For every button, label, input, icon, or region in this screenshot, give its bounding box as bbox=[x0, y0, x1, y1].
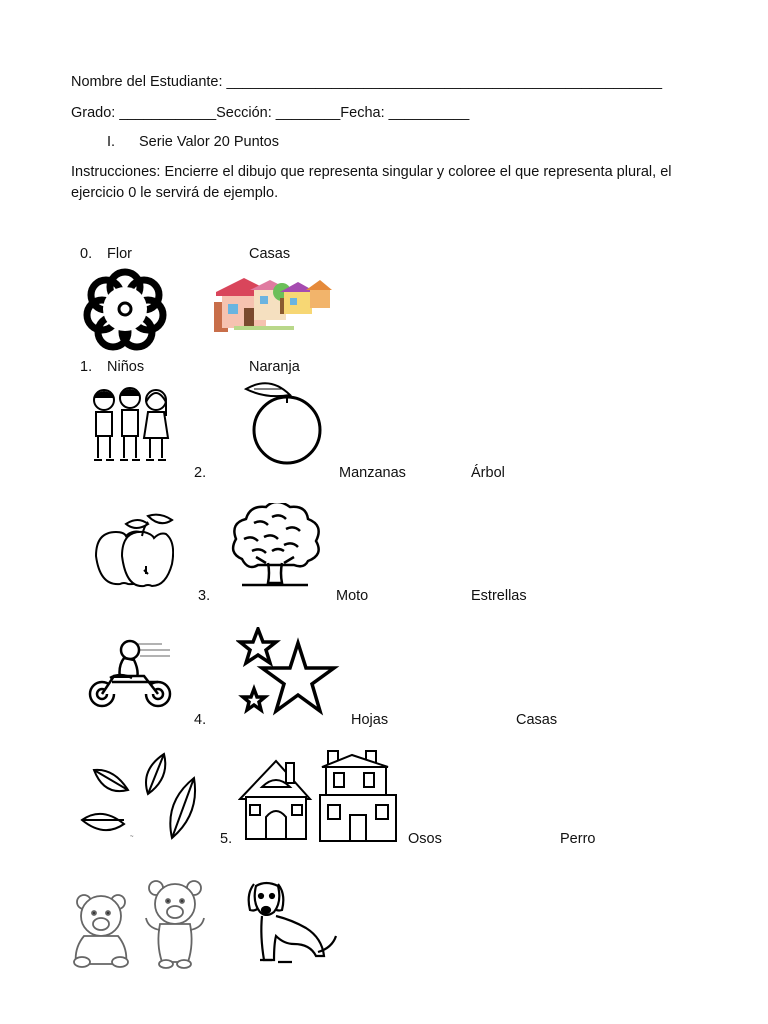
leaves-icon bbox=[76, 752, 200, 844]
exercise-4-right-word: Casas bbox=[516, 712, 558, 728]
apples-icon bbox=[92, 510, 174, 588]
exercise-2-right-word: Árbol bbox=[471, 465, 505, 481]
instructions-line-2: ejercicio 0 le servirá de ejemplo. bbox=[71, 185, 279, 201]
exercise-3-left-word: Moto bbox=[336, 588, 369, 604]
series-title: Serie Valor 20 Puntos bbox=[139, 134, 279, 150]
motorcycle-icon bbox=[84, 634, 174, 710]
exercise-1-right-word: Naranja bbox=[249, 359, 300, 375]
exercise-0-left-word: Flor bbox=[107, 246, 132, 262]
exercise-4-number: 4. bbox=[194, 712, 207, 728]
exercise-3-right-word: Estrellas bbox=[471, 588, 527, 604]
exercise-0-right-word: Casas bbox=[249, 246, 291, 262]
orange-icon bbox=[242, 377, 326, 469]
exercise-1-left-word: Niños bbox=[107, 359, 145, 375]
exercise-0-number: 0. bbox=[80, 246, 93, 262]
colored-houses-icon bbox=[214, 270, 332, 334]
exercise-2-left-word: Manzanas bbox=[339, 465, 406, 481]
svg-text:~: ~ bbox=[130, 834, 134, 840]
tree-icon bbox=[228, 503, 322, 591]
exercise-2-number: 2. bbox=[194, 465, 207, 481]
exercise-1-number: 1. bbox=[80, 359, 93, 375]
dog-icon bbox=[244, 880, 338, 972]
houses-outline-icon bbox=[238, 749, 398, 843]
stars-icon bbox=[236, 627, 340, 719]
bears-icon bbox=[70, 880, 206, 970]
flower-icon bbox=[82, 265, 168, 353]
exercise-5-right-word: Perro bbox=[560, 831, 596, 847]
exercise-4-left-word: Hojas bbox=[351, 712, 389, 728]
exercise-3-number: 3. bbox=[198, 588, 211, 604]
series-number: I. bbox=[107, 134, 116, 150]
exercise-5-number: 5. bbox=[220, 831, 233, 847]
instructions-line-1: Instrucciones: Encierre el dibujo que representa singular y coloree el que representa plural, el bbox=[71, 164, 672, 180]
children-icon bbox=[88, 382, 172, 470]
exercise-5-left-word: Osos bbox=[408, 831, 442, 847]
grade-section-date-line: Grado: ____________Sección: ________Fecha: __________ bbox=[71, 105, 470, 121]
student-name-line: Nombre del Estudiante: ______________________________________________________ bbox=[71, 74, 663, 90]
